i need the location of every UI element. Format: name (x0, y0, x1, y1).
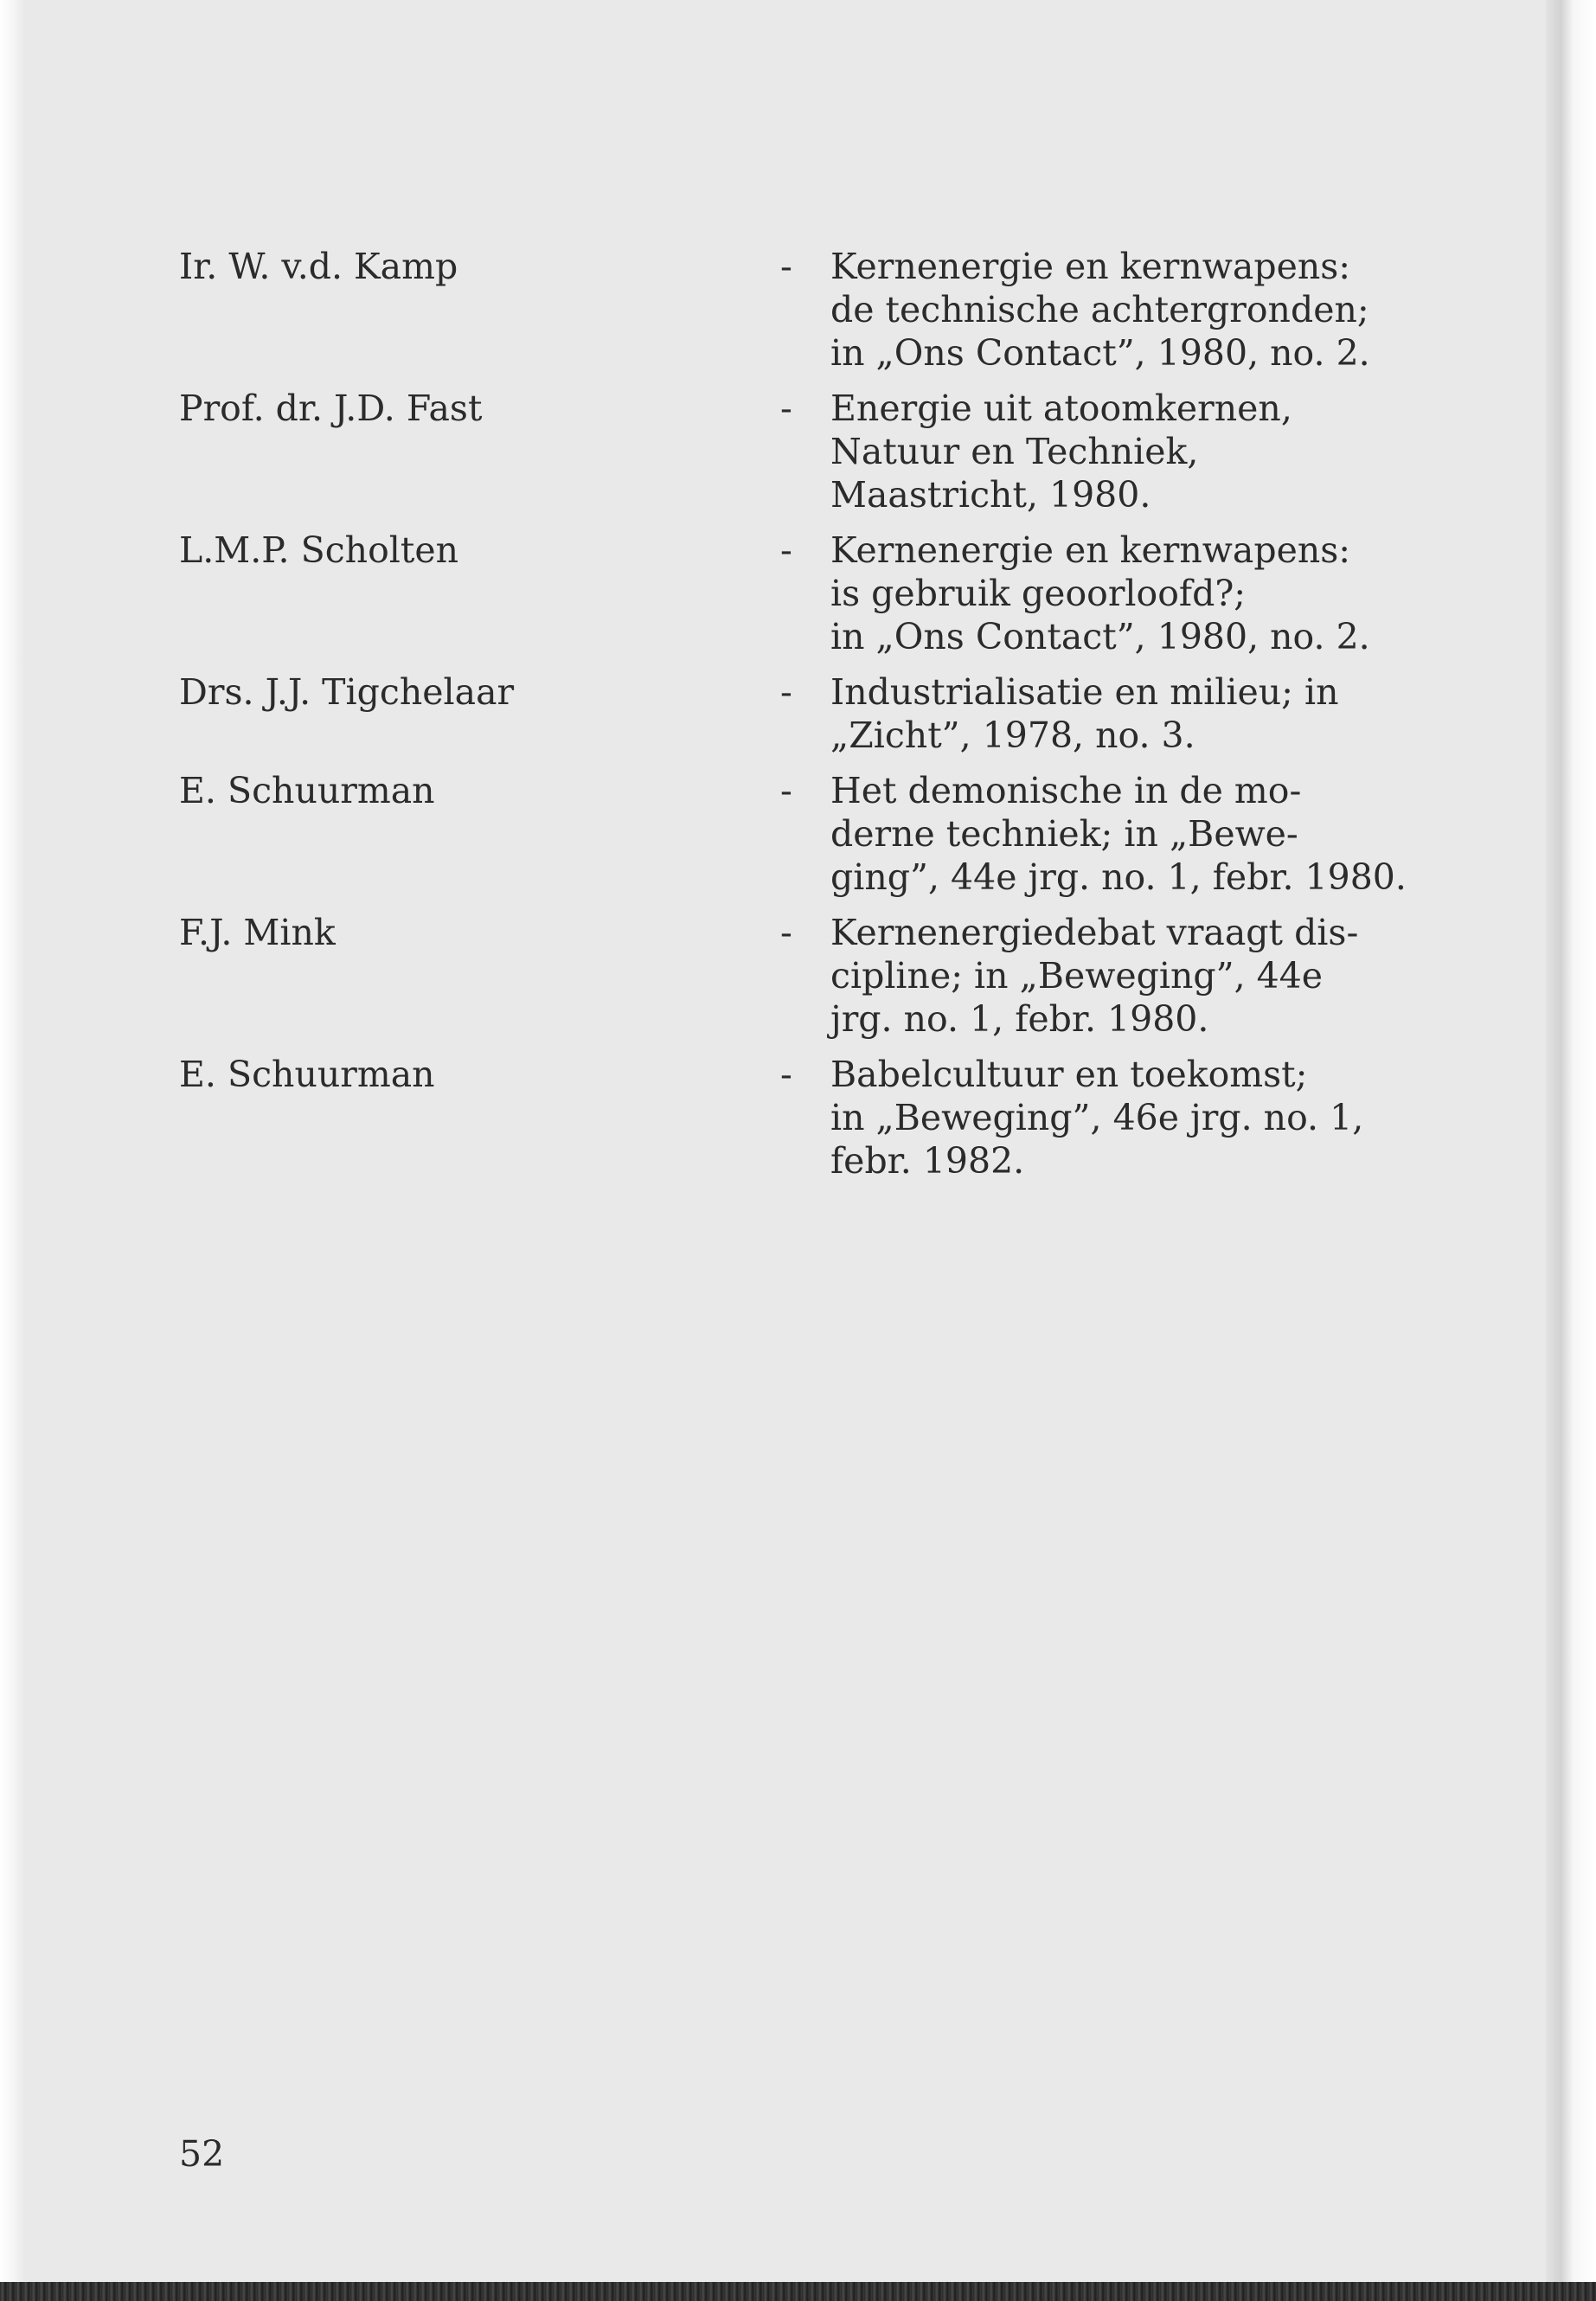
reference-line: Maastricht, 1980. (830, 474, 1151, 516)
entry-separator: - (780, 529, 792, 571)
bibliography-entry (179, 245, 1381, 375)
page-right-edge (1546, 0, 1596, 2301)
reference-line: Natuur en Techniek, (830, 431, 1199, 472)
reference-line: Kernenergie en kernwapens: (830, 246, 1351, 287)
entry-author: E. Schuurman (179, 1054, 435, 1095)
entry-author: Drs. J.J. Tigchelaar (179, 671, 515, 713)
entry-separator: - (780, 388, 792, 429)
reference-line: derne techniek; in „Bewe- (830, 813, 1298, 855)
entry-author: L.M.P. Scholten (179, 529, 459, 571)
entry-reference (830, 245, 1373, 375)
reference-line: jrg. no. 1, febr. 1980. (830, 998, 1209, 1040)
entry-separator: - (780, 770, 792, 811)
reference-line: febr. 1982. (830, 1140, 1025, 1182)
entry-separator: - (780, 671, 792, 713)
bibliography-entry (179, 387, 1381, 516)
reference-line: „Zicht”, 1978, no. 3. (830, 715, 1195, 756)
reference-line: Kernenergiedebat vraagt dis- (830, 912, 1359, 953)
reference-line: cipline; in „Beweging”, 44e (830, 955, 1324, 997)
bibliography-entry (179, 1053, 1381, 1183)
reference-line: de technische achtergronden; (830, 289, 1369, 330)
bibliography-entry (179, 769, 1407, 899)
entry-author: Prof. dr. J.D. Fast (179, 388, 483, 429)
entry-reference (830, 670, 1373, 757)
entry-author: E. Schuurman (179, 770, 435, 811)
page-number: 52 (179, 2133, 225, 2175)
reference-line: in „Beweging”, 46e jrg. no. 1, (830, 1097, 1364, 1138)
reference-line: in „Ons Contact”, 1980, no. 2. (830, 616, 1370, 657)
entry-separator: - (780, 246, 792, 287)
bibliography-list (179, 245, 1407, 1195)
entry-reference (830, 529, 1373, 658)
bibliography-entry (179, 911, 1381, 1041)
reference-line: Energie uit atoomkernen, (830, 388, 1292, 429)
reference-line: Het demonische in de mo- (830, 770, 1302, 811)
entry-reference (830, 387, 1373, 516)
entry-separator: - (780, 912, 792, 953)
entry-reference (830, 769, 1407, 899)
entry-reference (830, 1053, 1373, 1183)
reference-line: Kernenergie en kernwapens: (830, 529, 1351, 571)
page-left-edge (0, 0, 24, 2301)
bibliography-entry (179, 529, 1381, 658)
reference-line: Babelcultuur en toekomst; (830, 1054, 1308, 1095)
entry-reference (830, 911, 1373, 1041)
reference-line: ging”, 44e jrg. no. 1, febr. 1980. (830, 856, 1407, 898)
entry-author: F.J. Mink (179, 912, 336, 953)
entry-author: Ir. W. v.d. Kamp (179, 246, 458, 287)
reference-line: Industrialisatie en milieu; in (830, 671, 1339, 713)
reference-line: is gebruik geoorloofd?; (830, 573, 1247, 614)
entry-separator: - (780, 1054, 792, 1095)
bibliography-entry (179, 670, 1381, 757)
reference-line: in „Ons Contact”, 1980, no. 2. (830, 332, 1370, 374)
page-bottom-edge (0, 2282, 1596, 2301)
